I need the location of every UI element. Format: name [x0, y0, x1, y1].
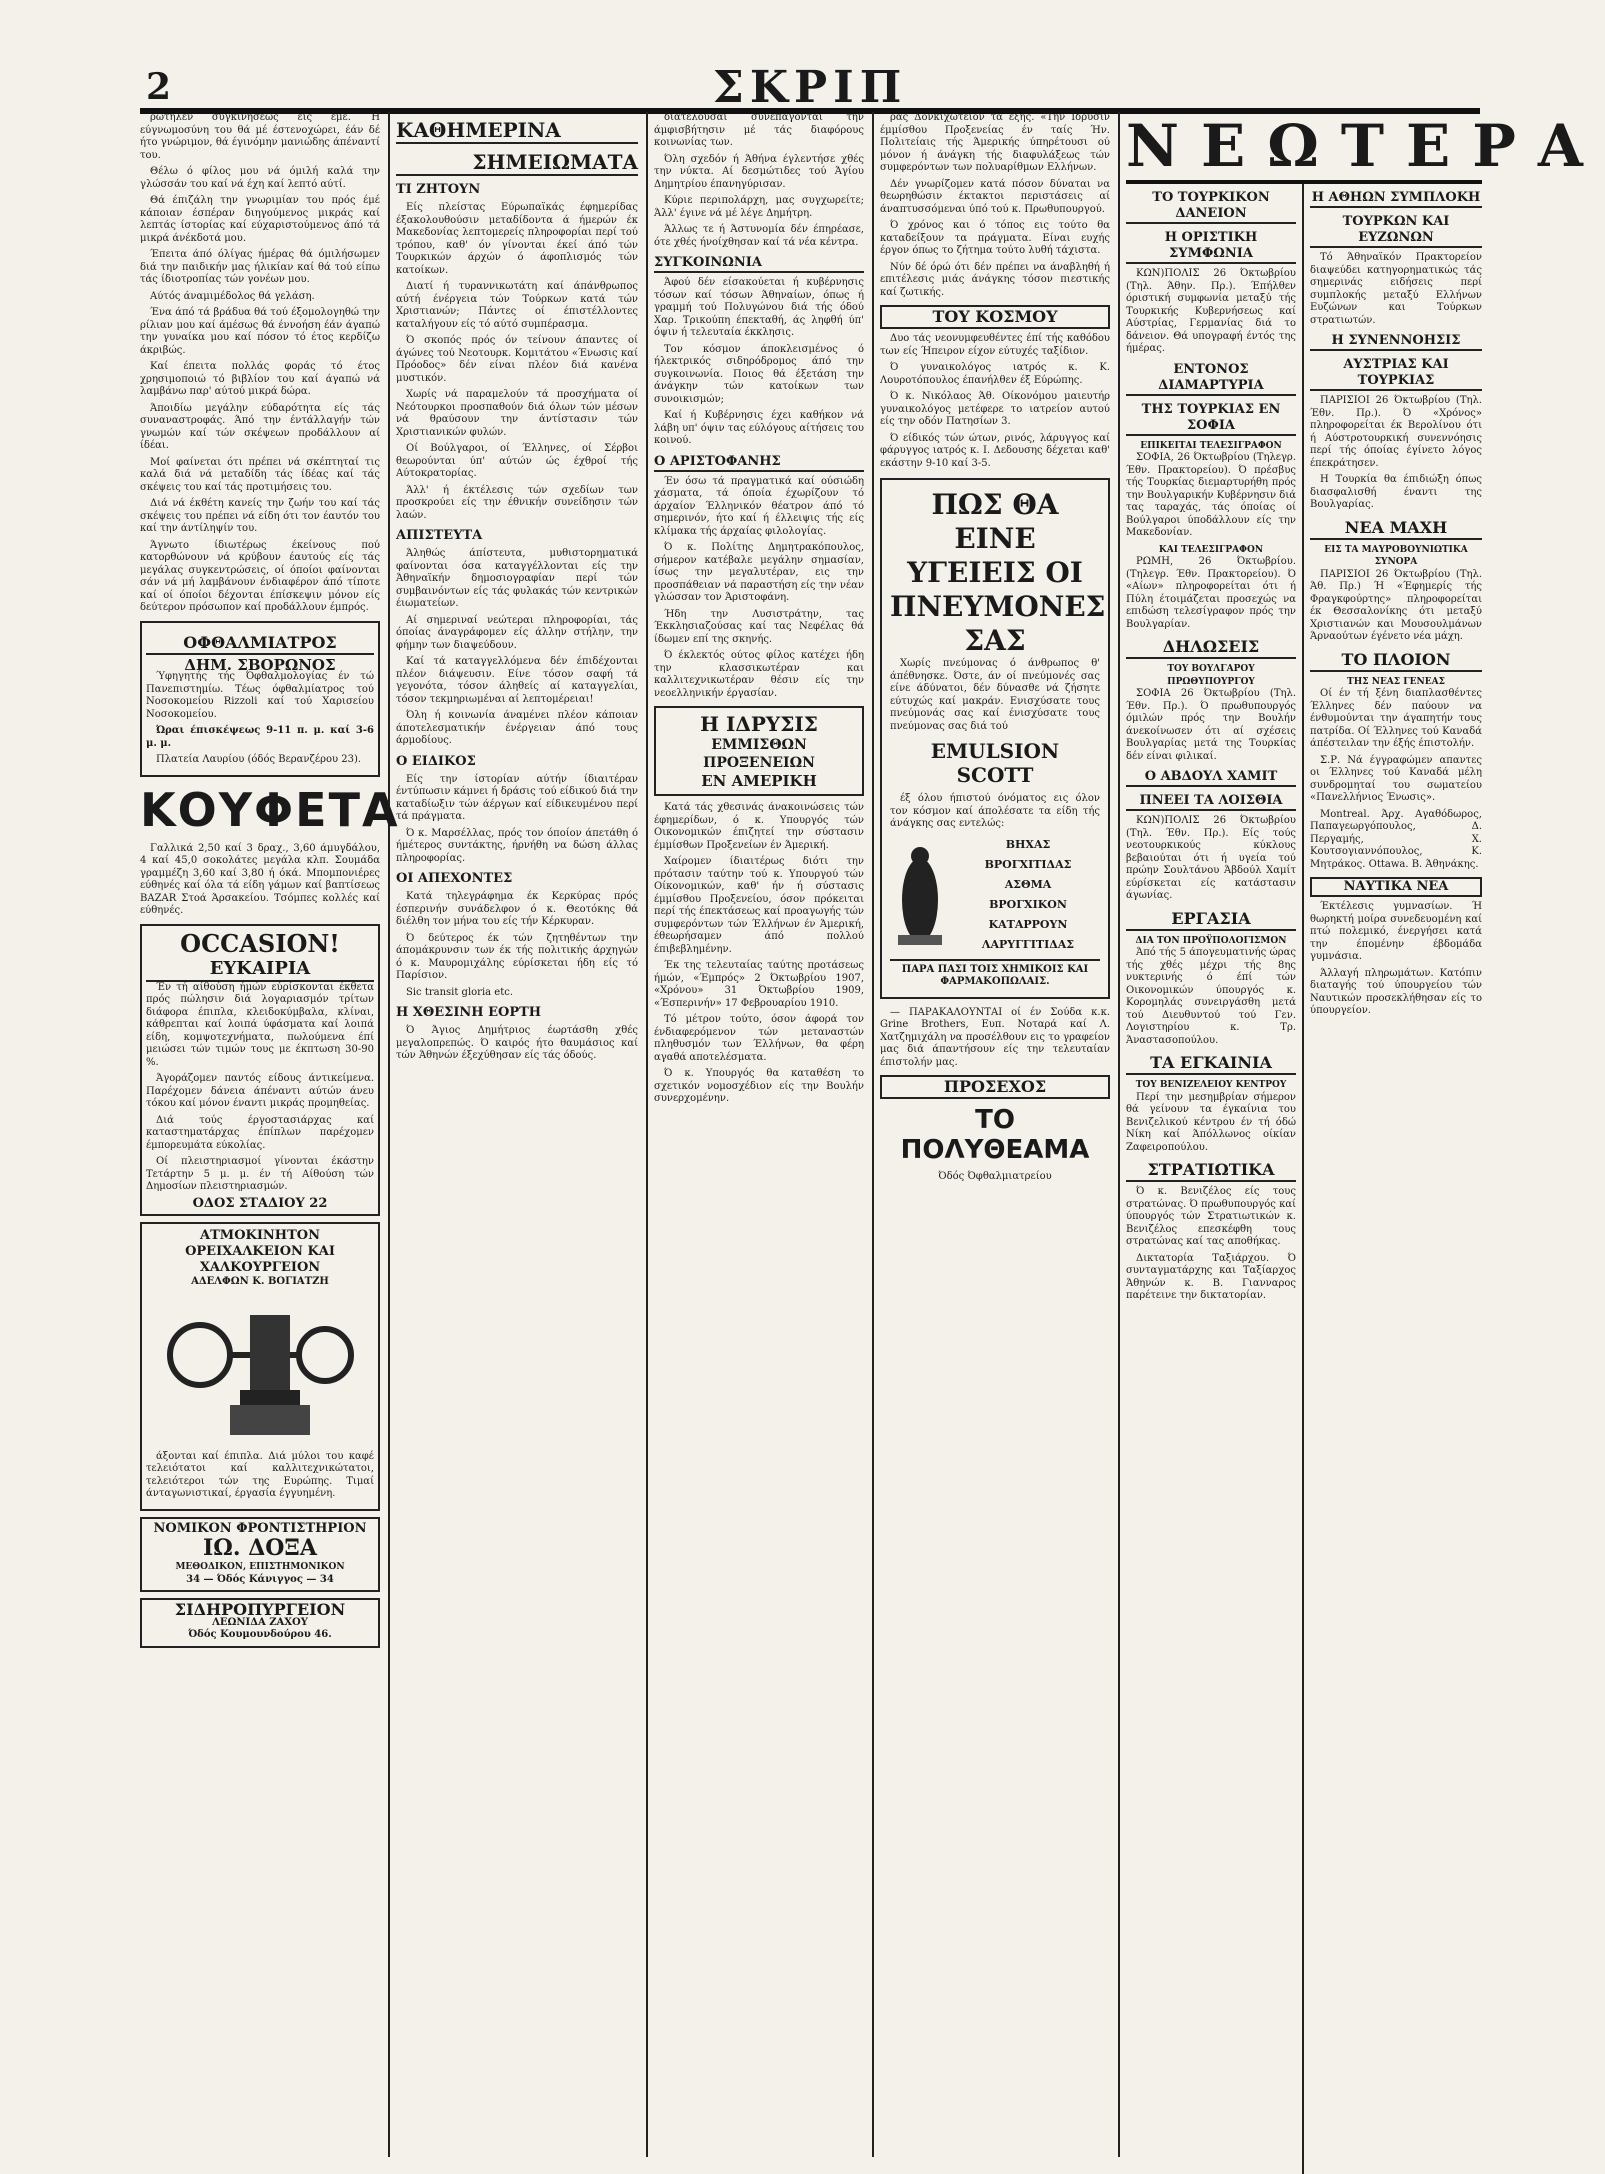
news-paragraph: Σ.Ρ. Νά έγγραφώμεν απαντες οι Έλληνες τού Καναδά μέλη συνδρομηταί του σωματείου «Πανελλήνιος Ένωσις». — [1310, 754, 1482, 803]
ad-title: ΟΦΘΑΛΜΙΑΤΡΟΣ — [146, 633, 374, 655]
article-paragraph: Δέν γνωρίζομεν κατά πόσον δύναται να θεωρηθώσιν έκτακτοι περιστάσεις αί άναπτυσσόμεναι ύπό τού κ. Πρωθυπουργού. — [880, 178, 1110, 215]
column-5 — [1126, 112, 1605, 2157]
article-paragraph: Ό κ. Πολίτης Δημητρακόπουλος, σήμερον κατέβαλε μεγάλην σημασίαν, ίσως την μεγαλυτέραν, εις την προσπάθειαν νά παραστήση είς την νέαν γλώσσαν τον Άριστοφάνη. — [654, 542, 864, 603]
ad-text: Χωρίς πνεύμονας ό άνθρωπος θ' άπέθνησκε. Όστε, άν οί πνεύμονές σας είνε άδύνατοι, δέν δύνασθε νά ζήσητε εύτυχώς καί μακράν. Ενισχύσατε τους πνεύμονάς σας καί ένισχύσατε τους πνεύμονας σας διά τού — [890, 658, 1100, 732]
news-paragraph: Δικτατορία Ταξιάρχου. Ό συνταγματάρχης και Ταξίαρχος Άθηνών κ. Β. Γιανναρος παρέτεινε την δικτατορίαν. — [1126, 1252, 1296, 1301]
headline: ΕΝ ΑΜΕΡΙΚΗ — [701, 772, 817, 790]
article-paragraph: Ό κ. Υπουργός θα καταθέση το σχετικόν νομοσχέδιον είς την Βουλήν συνερχομένην. — [654, 1068, 864, 1104]
headline: ΝΕΑ ΜΑΧΗ — [1310, 518, 1482, 540]
headline: ΕΜΜΙΣΘΩΝ ΠΡΟΞΕΝΕΙΩΝ — [703, 737, 815, 771]
subheadline: ΤΟΥ ΒΟΥΛΓΑΡΟΥ ΠΡΩΘΥΠΟΥΡΓΟΥ — [1167, 664, 1255, 687]
article-paragraph: Μοί φαίνεται ότι πρέπει νά σκέπτηταί τις καλά διά νά μεταδίδη τάς ίδέας καί τάς σκέψεις του καί τάς προτιμήσεις του. — [140, 456, 380, 493]
news-paragraph: ΠΑΡΙΣΙΟΙ 26 Όκτωβρίου (Τηλ. Άθ. Πρ.) Ή «Έφημερίς τής Φραγκφούρτης» πληροφορείται έκ Θεσσαλονίκης ότι μεταξύ Χριστιανών και Μουσουλμάνων Άρναούτων έγένετο νέα μάχη. — [1310, 568, 1482, 642]
school-sub: ΜΕΘΟΔΙΚΟΝ, ΕΠΙΣΤΗΜΟΝΙΚΟΝ — [175, 1562, 345, 1572]
article-paragraph: Άφού δέν είσακούεται ή κυβέρνησις τόσων καί τόσων Άθηναίων, όπως ή γραμμή τού Πολυγώνου διά τής όδού Χαρ. Τρικούπη έπεκταθή, άς ληφθή ύπ' όψιν ή τελευταία έκκλησις. — [654, 277, 864, 338]
newspaper-title: ΣΚΡΙΠ — [712, 62, 908, 113]
news-paragraph: Η Τουρκία θα έπιδιώξη όπως διασφαλισθή έναντι της Βουλγαρίας. — [1310, 474, 1482, 510]
headline: ΑΥΣΤΡΙΑΣ ΚΑΙ ΤΟΥΡΚΙΑΣ — [1310, 357, 1482, 391]
law-school-ad — [140, 1517, 380, 1593]
prosoxos-heading: ΠΡΟΣΕΧΟΣ — [880, 1075, 1110, 1099]
article-paragraph: Καί ή Κυβέρνησις έχει καθήκον νά λάβη υπ' όψιν τας εύλόγους αίτήσεις του κοινού. — [654, 410, 864, 446]
article-paragraph: Ό κ. Νικόλαος Άθ. Οίκονόμου μαιευτήρ γυναικολόγος μετέφερε το ιατρείον αυτού είς την οδόν Πατησίων 3. — [880, 391, 1110, 427]
ailment-item: ΛΑΡΥΓΓΙΤΙΔΑΣ — [981, 937, 1075, 951]
column-3 — [654, 112, 874, 2157]
kathimerina-heading: ΚΑΘΗΜΕΡΙΝΑ — [396, 118, 638, 144]
article-paragraph: Ό σκοπός πρός όν τείνουν άπαντες οί άγώνες τού Νεοτουρκ. Κομιτάτου «Ένωσις καί Πρόοδος» δέν είναι πλέον διά κανένα μυστικόν. — [396, 335, 638, 384]
neotera-right — [1310, 184, 1482, 1022]
headline: ΕΝΤΟΝΟΣ ΔΙΑΜΑΡΤΥΡΙΑ — [1126, 362, 1296, 396]
headline: ΤΗΣ ΤΟΥΡΚΙΑΣ ΕΝ ΣΟΦΙΑ — [1126, 402, 1296, 436]
neotera-left — [1126, 184, 1296, 1307]
news-paragraph: Έκτέλεσις γυμνασίων. Ή θωρηκτή μοίρα συνεδευομένη καί πτώ πολεμικό, ένεργήσει κατά την έπομένην έβδομάδα γυμνάσια. — [1310, 901, 1482, 962]
headline: ΕΡΓΑΣΙΑ — [1126, 909, 1296, 931]
article-paragraph: Ό έκλεκτός ούτος φίλος κατέχει ήδη την κλασσικωτέραν και καλλιτεχνικωτέραν θέσιν είς την νεοελληνικήν έργασίαν. — [654, 650, 864, 699]
ironworks-title: ΣΙΔΗΡΟΠΥΡΓΕΙΟΝ — [174, 1600, 346, 1619]
subheadline: ΔΙΑ ΤΟΝ ΠΡΟΫΠΟΛΟΓΙΣΜΟΝ — [1135, 935, 1287, 946]
article-paragraph: Οί Βούλγαροι, οί Έλληνες, οί Σέρβοι θεωρούνται ύπ' αύτών ώς έχθροί τής Αύτοκρατορίας. — [396, 443, 638, 479]
grinder-ad — [140, 1222, 380, 1511]
ironworks-sub: ΛΕΩΝΙΔΑ ΖΑΧΟΥ — [212, 1616, 308, 1628]
article-paragraph: Δυο τάς νεονυμφευθέντες έπί τής καθόδου των είς Ήπειρον είχον εύτυχές ταξίδιον. — [880, 333, 1110, 357]
headline: ΠΝΕΕΙ ΤΑ ΛΟΙΣΘΙΑ — [1126, 793, 1296, 811]
occasion-address: ΟΔΟΣ ΣΤΑΔΙΟΥ 22 — [192, 1195, 328, 1211]
headline: ΝΑΥΤΙΚΑ ΝΕΑ — [1310, 877, 1482, 897]
article-paragraph: Νύν δέ όρώ ότι δέν πρέπει να άναβληθή ή επιτέλεσις μιάς άνάγκης τόσον πιεστικής καί ζωτικής. — [880, 261, 1110, 298]
masthead — [140, 62, 1480, 114]
ad-name: ΔΗΜ. ΣΒΟΡΩΝΟΣ — [184, 655, 336, 674]
column-rule — [1302, 184, 1304, 2174]
page-number: 2 — [146, 66, 172, 108]
ailment-item: ΒΡΟΓΧΙΤΙΔΑΣ — [984, 857, 1072, 871]
notice-paragraph: — ΠΑΡΑΚΑΛΟΥΝΤΑΙ οί έν Σούδα κ.κ. Grine Brothers, Ευπ. Νοταρά καί Λ. Χατζημιχάλη να προσέλθουν εις το γραφείον μας διά άπαντήσουν είς την τελευταίαν έπιστολήν μας. — [880, 1006, 1110, 1068]
article-paragraph: Είς την ίστορίαν αύτήν ίδιαιτέραν έντύπωσιν κάμνει ή δράσις τού είδικού διά την καταδίωξιν τών άέργων καί είδικευμένου περί τά πράγματα. — [396, 773, 638, 822]
section-title: ΤΟΥ ΚΟΣΜΟΥ — [880, 305, 1110, 329]
emulsion-scott-ad — [880, 478, 1110, 999]
article-paragraph: Χαίρομεν ίδιαιτέρως διότι την πρότασιν ταύτην τού κ. Υπουργού τών Οίκονομικών, καθ' ήν ή σύστασις έμμίσθου Προξενείου, όσον πρόκειται περί τής έπεκτάσεως καί προαγωγής τών συμφερόντων τών Έλλήνων έν Άμερική, έθεωρήσαμεν άπό πολλού έπιβεβλημένην. — [654, 856, 864, 955]
headline: ΤΟ ΠΛΟΙΟΝ — [1310, 650, 1482, 672]
grinder-text: άξονται καί έπιπλα. Διά μύλοι του καφέ τελειότατοι καί καλλιτεχνικώτατοι, τελειότεροι τών της Ευρώπης. Τιμαί άνταγωνιστικαί, έργασία έγγυημένη. — [146, 1450, 374, 1499]
column-4 — [880, 112, 1120, 2157]
news-paragraph: ΠΑΡΙΣΙΟΙ 26 Όκτωβρίου (Τηλ. Έθν. Πρ.). Ό «Χρόνος» πληροφορείται έκ Βερολίνου ότι ή Αύστροτουρκική συνεννόησις περί τής όποίας έγίνετο λόγος έπεκράτησεν. — [1310, 395, 1482, 469]
occasion-text: Διά τούς έργοστασιάρχας καί καταστηματάρχας έπίπλων παρέχομεν έμπορευμάτα εύκολίας. — [146, 1114, 374, 1151]
ad-headline: ΠΩΣ ΘΑ ΕΙΝΕ — [931, 488, 1059, 555]
article-paragraph: Είς πλείστας Εύρωπαϊκάς έφημερίδας έξακολουθούσιν μεταδίδοντα ά ήμερών έκ Μακεδονίας λεπτομερείς πληροφορίαι περί τού τρόπου, καθ' όν γίνονται έκεί άπό τών Τουρκικών άρχών ό άφοπλισμός τών κατοίκων. — [396, 202, 638, 276]
ailment-item: ΑΣΘΜΑ — [1004, 877, 1052, 891]
column-1 — [140, 112, 400, 2157]
section-title: ΤΙ ΖΗΤΟΥΝ — [396, 182, 481, 197]
section-title: Ο ΑΡΙΣΤΟΦΑΝΗΣ — [654, 454, 864, 472]
article-paragraph: Έκ της τελευταίας ταύτης προτάσεως ήμών, «Έμπρός» 2 Όκτωβρίου 1907, «Χρόνου» 31 Όκτωβρίου 1909, «Έσπερινήν» 17 Φεβρουαρίου 1910. — [654, 960, 864, 1009]
news-paragraph: ΡΩΜΗ, 26 Όκτωβρίου. (Τηλεγρ. Έθν. Πρακτορείου). Ό «Αίων» πληροφορείται ότι ή Πύλη έτοιμάζεται προσεχώς να επιδώση τελεσίγραφον πρός την Βουλγαρίαν. — [1126, 556, 1296, 630]
subheadline: ΤΟΥ ΒΕΝΙΖΕΛΕΙΟΥ ΚΕΝΤΡΟΥ — [1135, 1080, 1287, 1090]
coffee-grinder-illustration — [160, 1295, 360, 1445]
ophthalmologist-ad — [140, 621, 380, 777]
section-title: Ο ΕΙΔΙΚΟΣ — [396, 753, 476, 769]
ad-headline: ΥΓΕΙΕΙΣ ΟΙ — [907, 556, 1083, 589]
polytheama-address: Όδός Όφθαλμιατρείου — [938, 1171, 1052, 1182]
news-paragraph: Ό κ. Βενιζέλος είς τους στρατώνας. Ό πρωθυπουργός καί ύπουργός τών Στρατιωτικών κ. Βενιζέλος επεσκέφθη τους στρατώνας καί τας αποθήκας. — [1126, 1186, 1296, 1247]
article-paragraph: Ό χρόνος και ό τόπος εις τούτο θα καταδείξουν τα πράγματα. Είναι ευχής έργον όπως το ζήτημα τούτο λυθή τάχιστα. — [880, 220, 1110, 256]
grinder-title: ΑΤΜΟΚΙΝΗΤΟΝ ΟΡΕΙΧΑΛΚΕΙΟΝ ΚΑΙ ΧΑΛΚΟΥΡΓΕΙΟΝ — [185, 1228, 335, 1275]
article-paragraph: Κατά τηλεγράφημα έκ Κερκύρας πρός έσπερινήν συνάδελφον ό κ. Θεοτόκης θά διέλθη τον μήνα του είς τήν Κέρκυραν. — [396, 891, 638, 927]
article-paragraph: Sic transit gloria etc. — [406, 986, 514, 998]
article-paragraph: Αί σημεριναί νεώτεραι πληροφορίαι, τάς όποίας άναγράφομεν είς άλλην στήλην, την φήμην των διαψεύδουν. — [396, 614, 638, 651]
section-title: ΣΥΓΚΟΙΝΩΝΙΑ — [654, 255, 864, 273]
article-paragraph: Θά έπιζάλη την γνωριμίαν του πρός έμέ κάποιαν έσπέραν διηγούμενος μικράς καί λεπτάς ίστορίας καί εύχαριστούμενος άπό τά μικρά άνέκδοτά μου. — [140, 195, 380, 244]
ad-headline: ΠΝΕΥΜΟΝΕΣ — [890, 590, 1106, 623]
headline: Η ΑΘΗΩΝ ΣΥΜΠΛΟΚΗ — [1310, 190, 1482, 208]
ailment-item: ΒΗΧΑΣ — [1005, 837, 1051, 851]
koufeta-ad — [140, 782, 400, 918]
article-paragraph: Τό μέτρον τούτο, όσον άφορά τον ένδιαφερόμενον τών μεταναστών πληθυσμόν των Έλλήνων, θα φέρη αγαθά αποτελέσματα. — [654, 1014, 864, 1063]
subheadline: ΕΠΙΚΕΙΤΑΙ ΤΕΛΕΣΙΓΡΑΦΟΝ — [1140, 440, 1282, 451]
headline: ΤΑ ΕΓΚΑΙΝΙΑ — [1126, 1053, 1296, 1075]
section-title: ΟΙ ΑΠΕΧΟΝΤΕΣ — [396, 871, 513, 886]
ad-text: Ύφηγητής τής Όφθαλμολογίας έν τώ Πανεπιστημίω. Τέως όφθαλμίατρος τού Νοσοκομείου Rizzoli καί τού Χαρισείου Νοσοκομείου. — [146, 671, 374, 720]
occasion-text: Άγοράζομεν παντός είδους άντικείμενα. Παρέχομεν δάνεια άπέναντι αύτών άνευ τόκου καί μόνον έναντι μικράς προμηθείας. — [146, 1073, 374, 1109]
article-paragraph: Έπειτα άπό όλίγας ήμέρας θά όμιλήσωμεν διά την παιδικήν μας ήλικίαν καί θά τού είπω τάς ίδιοτροπίας τών γονέων μου. — [140, 249, 380, 285]
ironworks-address: Όδός Κουμουνδούρου 46. — [188, 1629, 332, 1640]
occasion-title: OCCASION! — [180, 928, 340, 958]
emulsion-brand: EMULSION SCOTT — [930, 739, 1060, 787]
article-paragraph: Όλη ή κοινωνία άναμένει πλέον κάποιαν άποτελεσματικήν ένέργειαν άπό τους άρμοδίους. — [396, 710, 638, 746]
koufeta-title: ΚΟΥΦΕΤΑ — [140, 782, 400, 837]
article-paragraph: Κύριε περιπολάρχη, μας συγχωρείτε; Άλλ' έγινε νά μέ λέγε Δημήτρη. — [654, 195, 864, 219]
subheadline: ΚΑΙ ΤΕΛΕΣΙΓΡΑΦΟΝ — [1158, 544, 1264, 555]
article-paragraph: ρας Δονκιχώτειον τά έξής. «Την Ιδρυσιν έμμίσθου Προξενείας έν ταίς Ήν. Πολιτείαις τής Άμερικής ύπηρέτουσι ού μόνον ή άνάγκη τής διαφυλάξεως τών συμφερόντων των πολυαρίθμων Ελλήνων. — [880, 112, 1110, 173]
ad-address: Πλατεία Λαυρίου (όδός Βερανζέρου 23). — [156, 754, 362, 765]
headline: Η ΟΡΙΣΤΙΚΗ ΣΥΜΦΩΝΙΑ — [1126, 230, 1296, 264]
section-title: ΑΠΙΣΤΕΥΤΑ — [396, 528, 483, 543]
neotera-heading: ΝΕΩΤΕΡΑ — [1126, 112, 1482, 184]
headline: Η ΙΔΡΥΣΙΣ — [700, 712, 818, 736]
article-paragraph: Θέλω ό φίλος μου νά όμιλή καλά την γλώσσάν του καί νά έχη καί λεπτό αύτί. — [140, 166, 380, 190]
article-paragraph: Άγνωτο ίδιωτέρως έκείνους πού κατορθώνουν νά κρύβουν έαυτούς είς τάς μεγάλας συγκεντρώσεις, οί όποίοι φαίνονται σάν νά μή λαμβάνουν ένδιαφέρον άπό τίποτε καί οί όποίοι δέχονται έπίσκεψιν μόνον είς δεύτερον πρόσωπον καί προδάλλουν έμπρός. — [140, 539, 380, 613]
news-paragraph: Montreal. Άρχ. Αγαθόδωρος, Παπαγεωργόπουλος, Δ. Περγαμής, Χ. Κουτσογιαννόπουλος, Κ. Μητράκος. Ottawa. Β. Άθηνάκης. — [1310, 808, 1482, 870]
headline: ΣΤΡΑΤΙΩΤΙΚΑ — [1126, 1160, 1296, 1182]
article-paragraph: Καί έπειτα πολλάς φοράς τό έτος χρησιμοποιώ τό βιβλίον του καί άγαπώ νά λαμβάνω παρ' αύτού μικρά δώρα. — [140, 361, 380, 397]
article-paragraph: Όλη σχεδόν ή Άθήνα έγλεντήσε χθές την νύκτα. Αί δεσμώτιδες τού Άγίου Δημητρίου έπανηγύρισαν. — [654, 153, 864, 190]
article-paragraph: ρώτηλεν συγκινήσεως είς έμέ. Ή εύγνωμοσύνη του θά μέ έστενοχώρει, έάν δέ ήτο γνώριμον, θά έγινόμην μανιώδης άπέναντί του. — [140, 112, 380, 161]
headline: ΔΗΛΩΣΕΙΣ — [1126, 637, 1296, 659]
koufeta-text: Γαλλικά 2,50 καί 3 δραχ., 3,60 άμυγδάλου, 4 καί 45,0 σοκολάτες μεγάλα κλπ. Σουμάδα γραμμέζη 3,60 καί 3,80 ή όκά. Μπομπονιέρες εύθηνές καί όλα τά είδη γάμων καί βαπτίσεως BAZAR Στοά Άρσακείου. Τσόμπες κολλές καί εύθηνές. — [140, 842, 380, 916]
polytheama-title: ΤΟ ΠΟΛΥΘΕΑΜΑ — [900, 1105, 1090, 1165]
article-paragraph: Ό κ. Μαρσέλλας, πρός τον όποίον άπετάθη ό ήμέτερος συντάκτης, ήρνήθη να δώση άλλας πληροφορίας. — [396, 827, 638, 864]
article-paragraph: Ό είδικός τών ώτων, ρινός, λάρυγγος καί φάρυγγος ιατρός κ. Ι. Δεδουσης δέχεται καθ' εκάστην 9-10 καί 3-5. — [880, 432, 1110, 469]
consulates-article-header — [654, 706, 864, 796]
school-title: ΝΟΜΙΚΟΝ ΦΡΟΝΤΙΣΤΗΡΙΟΝ — [153, 1520, 367, 1536]
ad-headline: ΣΑΣ — [964, 624, 1026, 657]
article-paragraph: Ό δεύτερος έκ τών ζητηθέντων την άπομάκρυνσιν των έκ τής πολιτικής άρχηγών ό κ. Μαυρομιχάλης εύρίσκεται ήδη είς τό Παρίσιον. — [396, 932, 638, 981]
simeiomata-heading: ΣΗΜΕΙΩΜΑΤΑ — [396, 150, 638, 176]
article-paragraph: διατελούσαι συνεπάγονται την άμφισβήτησιν μέ τάς διαφόρους κοινωνίας των. — [654, 112, 864, 148]
article-paragraph: Ό Άγιος Δημήτριος έωρτάσθη χθές μεγαλοπρεπώς. Ό καιρός ήτο θαυμάσιος καί τών Άθηνών έξεχύθησαν είς τάς όδούς. — [396, 1025, 638, 1061]
news-paragraph: Άπό τής 5 άπογευματινής ώρας τής χθές μέχρι τής 8ης νυκτερινής ό έπί τών Οικονομικών ύπουργός κ. Κορομηλάς συνειργάσθη μετά τού Διευθυντού τού Γεν. Λογιστηρίου κ. Τρ. Άναστασοπούλου. — [1126, 947, 1296, 1046]
article-paragraph: Ένα άπό τά βράδυα θά τού έξομολογηθώ την ρίλιαν μου καί άμέσως θά έννοήση έάν άγαπώ την γυναίκα μου καί πόσον τό έτος κερδίζω άκριβώς. — [140, 307, 380, 356]
news-paragraph: ΚΩΝ)ΠΟΛΙΣ 26 Όκτωβρίου (Τηλ. Έθν. Πρ.). Είς τούς νεοτουρκικούς κύκλους βεβαιούται ότι ή υγεία τού πρώην Σουλτάνου Άβδούλ Χαμίτ εύρίσκεται είς κατάστασιν άγωνίας. — [1126, 815, 1296, 901]
subheadline: ΤΗΣ ΝΕΑΣ ΓΕΝΕΑΣ — [1347, 676, 1445, 687]
occasion-subtitle: ΕΥΚΑΙΡΙΑ — [146, 958, 374, 982]
article-paragraph: Κατά τάς χθεσινάς άνακοινώσεις τών έφημερίδων, ό κ. Υπουργός τών Οικονομικών έπιζητεί την σύστασιν έμμίσθων Προξενείων έν Άμερική. — [654, 802, 864, 851]
article-paragraph: Τον κόσμον άποκλεισμένος ό ήλεκτρικός σιδηρόδρομος άπό την συγκοινωνία. Ποιος θά έξετάση την άνάγκην τών κατοίκων των συνοικισμών; — [654, 343, 864, 405]
occasion-text: Οί πλειστηριασμοί γίνονται έκάστην Τετάρτην 5 μ. μ. έν τή Αίθούση τών Δημοσίων πλειστηριασμών. — [146, 1156, 374, 1192]
occasion-text: Έν τή αίθούση ήμών εύρίσκονται έκθετα πρός πώλησιν διά λογαριασμόν τρίτων διάφορα έπιπλα, κλειδοκύμβαλα, κλίναι, κάθρεπται καί λοιπά ύφάσματα καί λοιπά είδη, κομψοτεχνήματα, πωλούμενα έπί μειώσει τών τιμών τους με έκπτωση 30-90 %. — [146, 981, 374, 1068]
article-paragraph: Καί τά καταγγελλόμενα δέν έπιδέχονται πλέον διάψευσιν. Είνε τόσον σαφή τά γεγονότα, τόσον άληθείς αί καταγγελίαι, τόσον τεκμηριωμέναι αί λεπτομέρειαι! — [396, 656, 638, 705]
column-2 — [396, 112, 648, 2157]
headline: ΤΟΥΡΚΩΝ ΚΑΙ ΕΥΖΩΝΩΝ — [1310, 214, 1482, 248]
ailment-item: ΒΡΟΓΧΙΚΟΝ ΚΑΤΑΡΡΟΥΝ — [988, 897, 1068, 931]
school-name: ΙΩ. ΔΟΞΑ — [203, 1535, 317, 1561]
article-paragraph: Ό γυναικολόγος ιατρός κ. Κ. Λουροτόπουλος έπανήλθεν έξ Εύρώπης. — [880, 362, 1110, 386]
article-paragraph: Άληθώς άπίστευτα, μυθιστορηματικά φαίνονται όσα καταγγέλλονται είς την Άθηναϊκήν δημοσιογραφίαν περί τών συμβαινόντων είς τάς φυλακάς τών κεντρικών έιωματείων. — [396, 548, 638, 609]
section-title: Η ΧΘΕΣΙΝΗ ΕΟΡΤΗ — [396, 1005, 542, 1020]
subheadline: ΕΙΣ ΤΑ ΜΑΥΡΟΒΟΥΝΙΩΤΙΚΑ ΣΥΝΟΡΑ — [1324, 544, 1468, 567]
article-paragraph: Άλλ' ή έκτέλεσις τών σχεδίων των προσκρούει είς την έθνικήν συνείδησιν τών λαών. — [396, 484, 638, 521]
occasion-ad — [140, 924, 380, 1217]
article-paragraph: Διατί ή τυραννικωτάτη καί άπάνθρωπος αύτή ένέργεια τών Τούρκων κατά τών Χριστιανών; Πάντες οί έπιστέλλοντες καταλήγουν είς τό αύτό συμπέρασμα. — [396, 281, 638, 330]
pharmacy-line: ΠΑΡΑ ΠΑΣΙ ΤΟΙΣ ΧΗΜΙΚΟΙΣ ΚΑΙ ΦΑΡΜΑΚΟΠΩΛΑΙΣ. — [890, 959, 1100, 989]
news-paragraph: ΣΟΦΙΑ 26 Όκτωβρίου (Τηλ. Έθν. Πρ.). Ό πρωθυπουργός όμιλών πρός την Βουλήν άνεκοίνωσεν ότι αί σχέσεις Βουλγαρίας μετά της Τουρκίας δέν είναι φιλικαί. — [1126, 688, 1296, 762]
headline: ΤΟ ΤΟΥΡΚΙΚΟΝ ΔΑΝΕΙΟΝ — [1126, 190, 1296, 224]
fisherman-icon — [890, 840, 950, 950]
grinder-owner: ΑΔΕΛΦΩΝ Κ. ΒΟΓΙΑΤΖΗ — [191, 1276, 329, 1287]
news-paragraph: Περί την μεσημβρίαν σήμερον θά γείνουν τα έγκαίνια του Βενιζελικού κέντρου έν τή όδώ Νίκη καί Άπόλλωνος οίκίαν Ζαφειροπούλου. — [1126, 1091, 1296, 1153]
article-paragraph: Άλλως τε ή Άστυνομία δέν έπηρέασε, ότε χθές ήνοίχθησαν καί τά νέα κέντρα. — [654, 224, 864, 248]
news-paragraph: ΣΟΦΙΑ, 26 Όκτωβρίου (Τηλεγρ. Έθν. Πρακτορείου). Ό πρέσβυς τής Τουρκίας διεμαρτυρήθη πρός την Βουλγαρικήν Κυβέρνησιν διά τας ταραχάς, τάς όποίας οί Βούλγαροι ύποδάλλουν είς την Μακεδονίαν. — [1126, 452, 1296, 538]
school-address: 34 — Όδός Κάνιγγος — 34 — [186, 1573, 334, 1585]
article-paragraph: Έν όσω τά πραγματικά καί ούσιώδη χάσματα, τά όποία έχωρίζουν τό άρχαίον Έλληνικόν θέατρον άπό τό σημερινόν, ήτο καί ή έλλειψις τής είς κλίμακα τής άρχαίας φιλολογίας. — [654, 475, 864, 537]
headline: Η ΣΥΝΕΝΝΟΗΣΙΣ — [1310, 333, 1482, 351]
article-paragraph: Χωρίς νά παραμελούν τά προσχήματα οί Νεότουρκοι προσπαθούν διά όλων τών μέσων νά θραύσουν την άντίστασιν τών Χριστιανικών φυλών. — [396, 389, 638, 438]
news-paragraph: Τό Άθηναϊκόν Πρακτορείον διαψεύδει κατηγορηματικώς τάς σημερινάς ειδήσεις περί συμπλοκής μεταξύ Ελλήνων Ευζώνων και Τούρκων στρατιωτών. — [1310, 252, 1482, 326]
neotera-subcolumns — [1126, 184, 1482, 2174]
ad-text: έξ όλου ήπιστού όνόματος εις όλον τον κόσμον καί άπολέσατε τα είδη τής άνάγκης σας εντελώς: — [890, 793, 1100, 829]
headline: Ο ΑΒΔΟΥΛ ΧΑΜΙΤ — [1126, 769, 1296, 787]
ironworks-ad — [140, 1598, 380, 1648]
news-paragraph: Άλλαγή πληρωμάτων. Κατόπιν διαταγής τού ύπουργείου τών Ναυτικών προσεκλήθησαν είς το ύπουργείον. — [1310, 967, 1482, 1016]
article-paragraph: Άποιδίω μεγάλην εύδαρότητα είς τάς συναναστροφάς. Άπό την έντάλλαγήν τών γνωμών καί τών σκέψεων προδάλλουν αί ίδέαι. — [140, 402, 380, 451]
news-paragraph: ΚΩΝ)ΠΟΛΙΣ 26 Όκτωβρίου (Τηλ. Άθην. Πρ.). Έπήλθεν όριστική συμφωνία μεταξύ τής Τουρκικής Κυβερνήσεως καί Αύστρίας, Γερμανίας διά το δάνειον. Θά υπογραφή έντός της ήμέρας. — [1126, 268, 1296, 354]
news-paragraph: Οί έν τή ξένη διαπλασθέντες Έλληνες δέν παύουν να ένθυμούνται την άγαπητήν τους πατρίδα. Οί Έλληνες τού Καναδά άπέστειλαν την έξής έπιστολήν. — [1310, 688, 1482, 749]
article-paragraph: Διά νά έκθέτη κανείς την ζωήν του καί τάς σκέψεις του πρέπει νά είδη ότι τον έαυτόν του καί την άντίληψίν του. — [140, 498, 380, 534]
article-paragraph: Αύτός άναμιμέδολος θά γελάση. — [150, 290, 315, 302]
ad-hours: Ώραι έπισκέψεως 9-11 π. μ. καί 3-6 μ. μ. — [146, 725, 374, 749]
article-paragraph: Ήδη την Λυσιστράτην, τας Έκκλησιαζούσας καί τας Νεφέλας θά ίδωμεν επί της σκηνής. — [654, 608, 864, 645]
